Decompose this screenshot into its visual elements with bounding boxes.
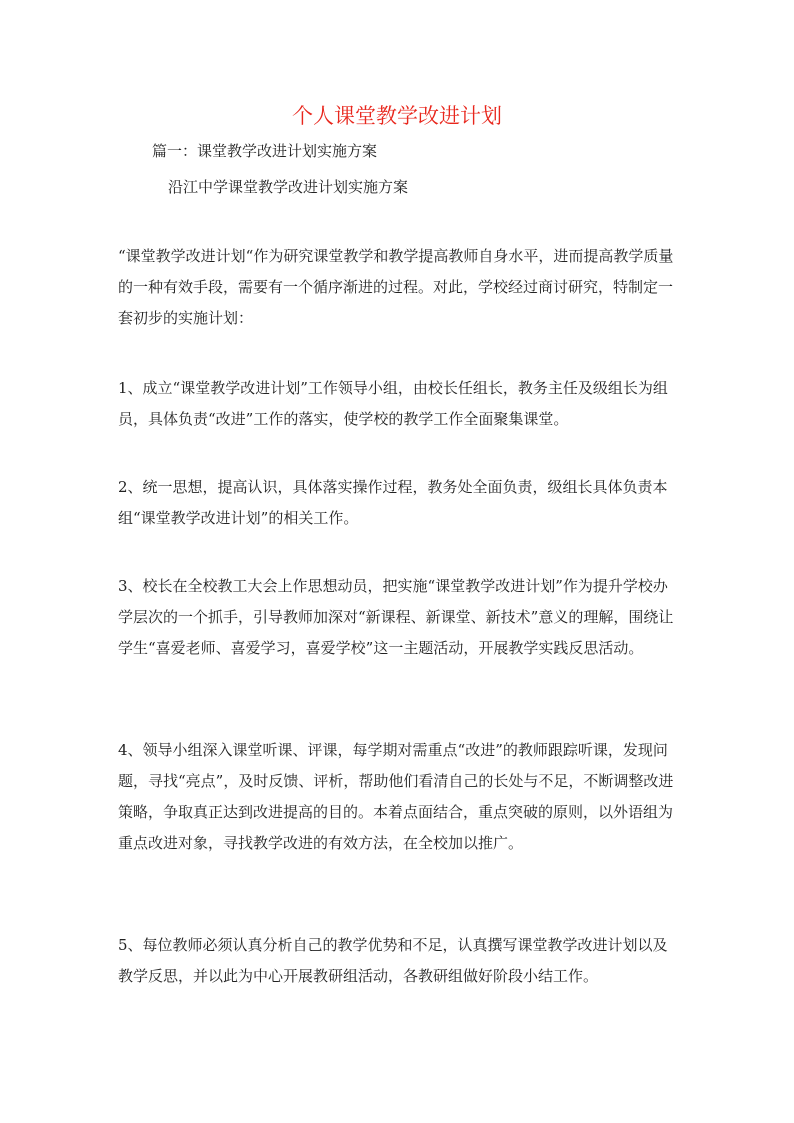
- paragraph-5: 5、每位教师必须认真分析自己的教学优势和不足，认真撰写课堂教学改进计划以及教学反思，并以此为中心开展教研组活动，各教研组做好阶段小结工作。: [118, 936, 668, 985]
- intro-paragraph: “课堂教学改进计划“作为研究课堂教学和教学提高教师自身水平，进而提高教学质量的一种有效手段，需要有一个循序渐进的过程。对此，学校经过商讨研究，特制定一套初步的实施计划：: [118, 247, 674, 327]
- section-heading: 篇一：课堂教学改进计划实施方案: [152, 142, 378, 160]
- paragraph-2: 2、统一思想，提高认识，具体落实操作过程，教务处全面负责，级组长具体负责本组“课堂教学改进计划”的相关工作。: [118, 478, 668, 527]
- paragraph-1: 1、成立“课堂教学改进计划”工作领导小组，由校长任组长，教务主任及级组长为组员，具体负责“改进”工作的落实，使学校的教学工作全面聚集课堂。: [118, 379, 668, 428]
- plan-heading: 沿江中学课堂教学改进计划实施方案: [168, 178, 409, 196]
- document-title: 个人课堂教学改进计划: [292, 104, 502, 128]
- paragraph-4: 4、领导小组深入课堂听课、评课，每学期对需重点“改进”的教师跟踪听课，发现问题，寻找“亮点”，及时反馈、评析，帮助他们看清自己的长处与不足，不断调整改进策略，争取真正达到改进提高的目的。本着点面结合，重点突破的原则，以外语组为重点改进对象，寻找教学改进的有效方法，在全校加以推广。: [118, 741, 674, 852]
- paragraph-3: 3、校长在全校教工大会上作思想动员，把实施“课堂教学改进计划”作为提升学校办学层次的一个抓手，引导教师加深对“新课程、新课堂、新技术”意义的理解，围绕让学生“喜爱老师、喜爱学习，喜爱学校”这一主题活动，开展教学实践反思活动。: [118, 577, 674, 657]
